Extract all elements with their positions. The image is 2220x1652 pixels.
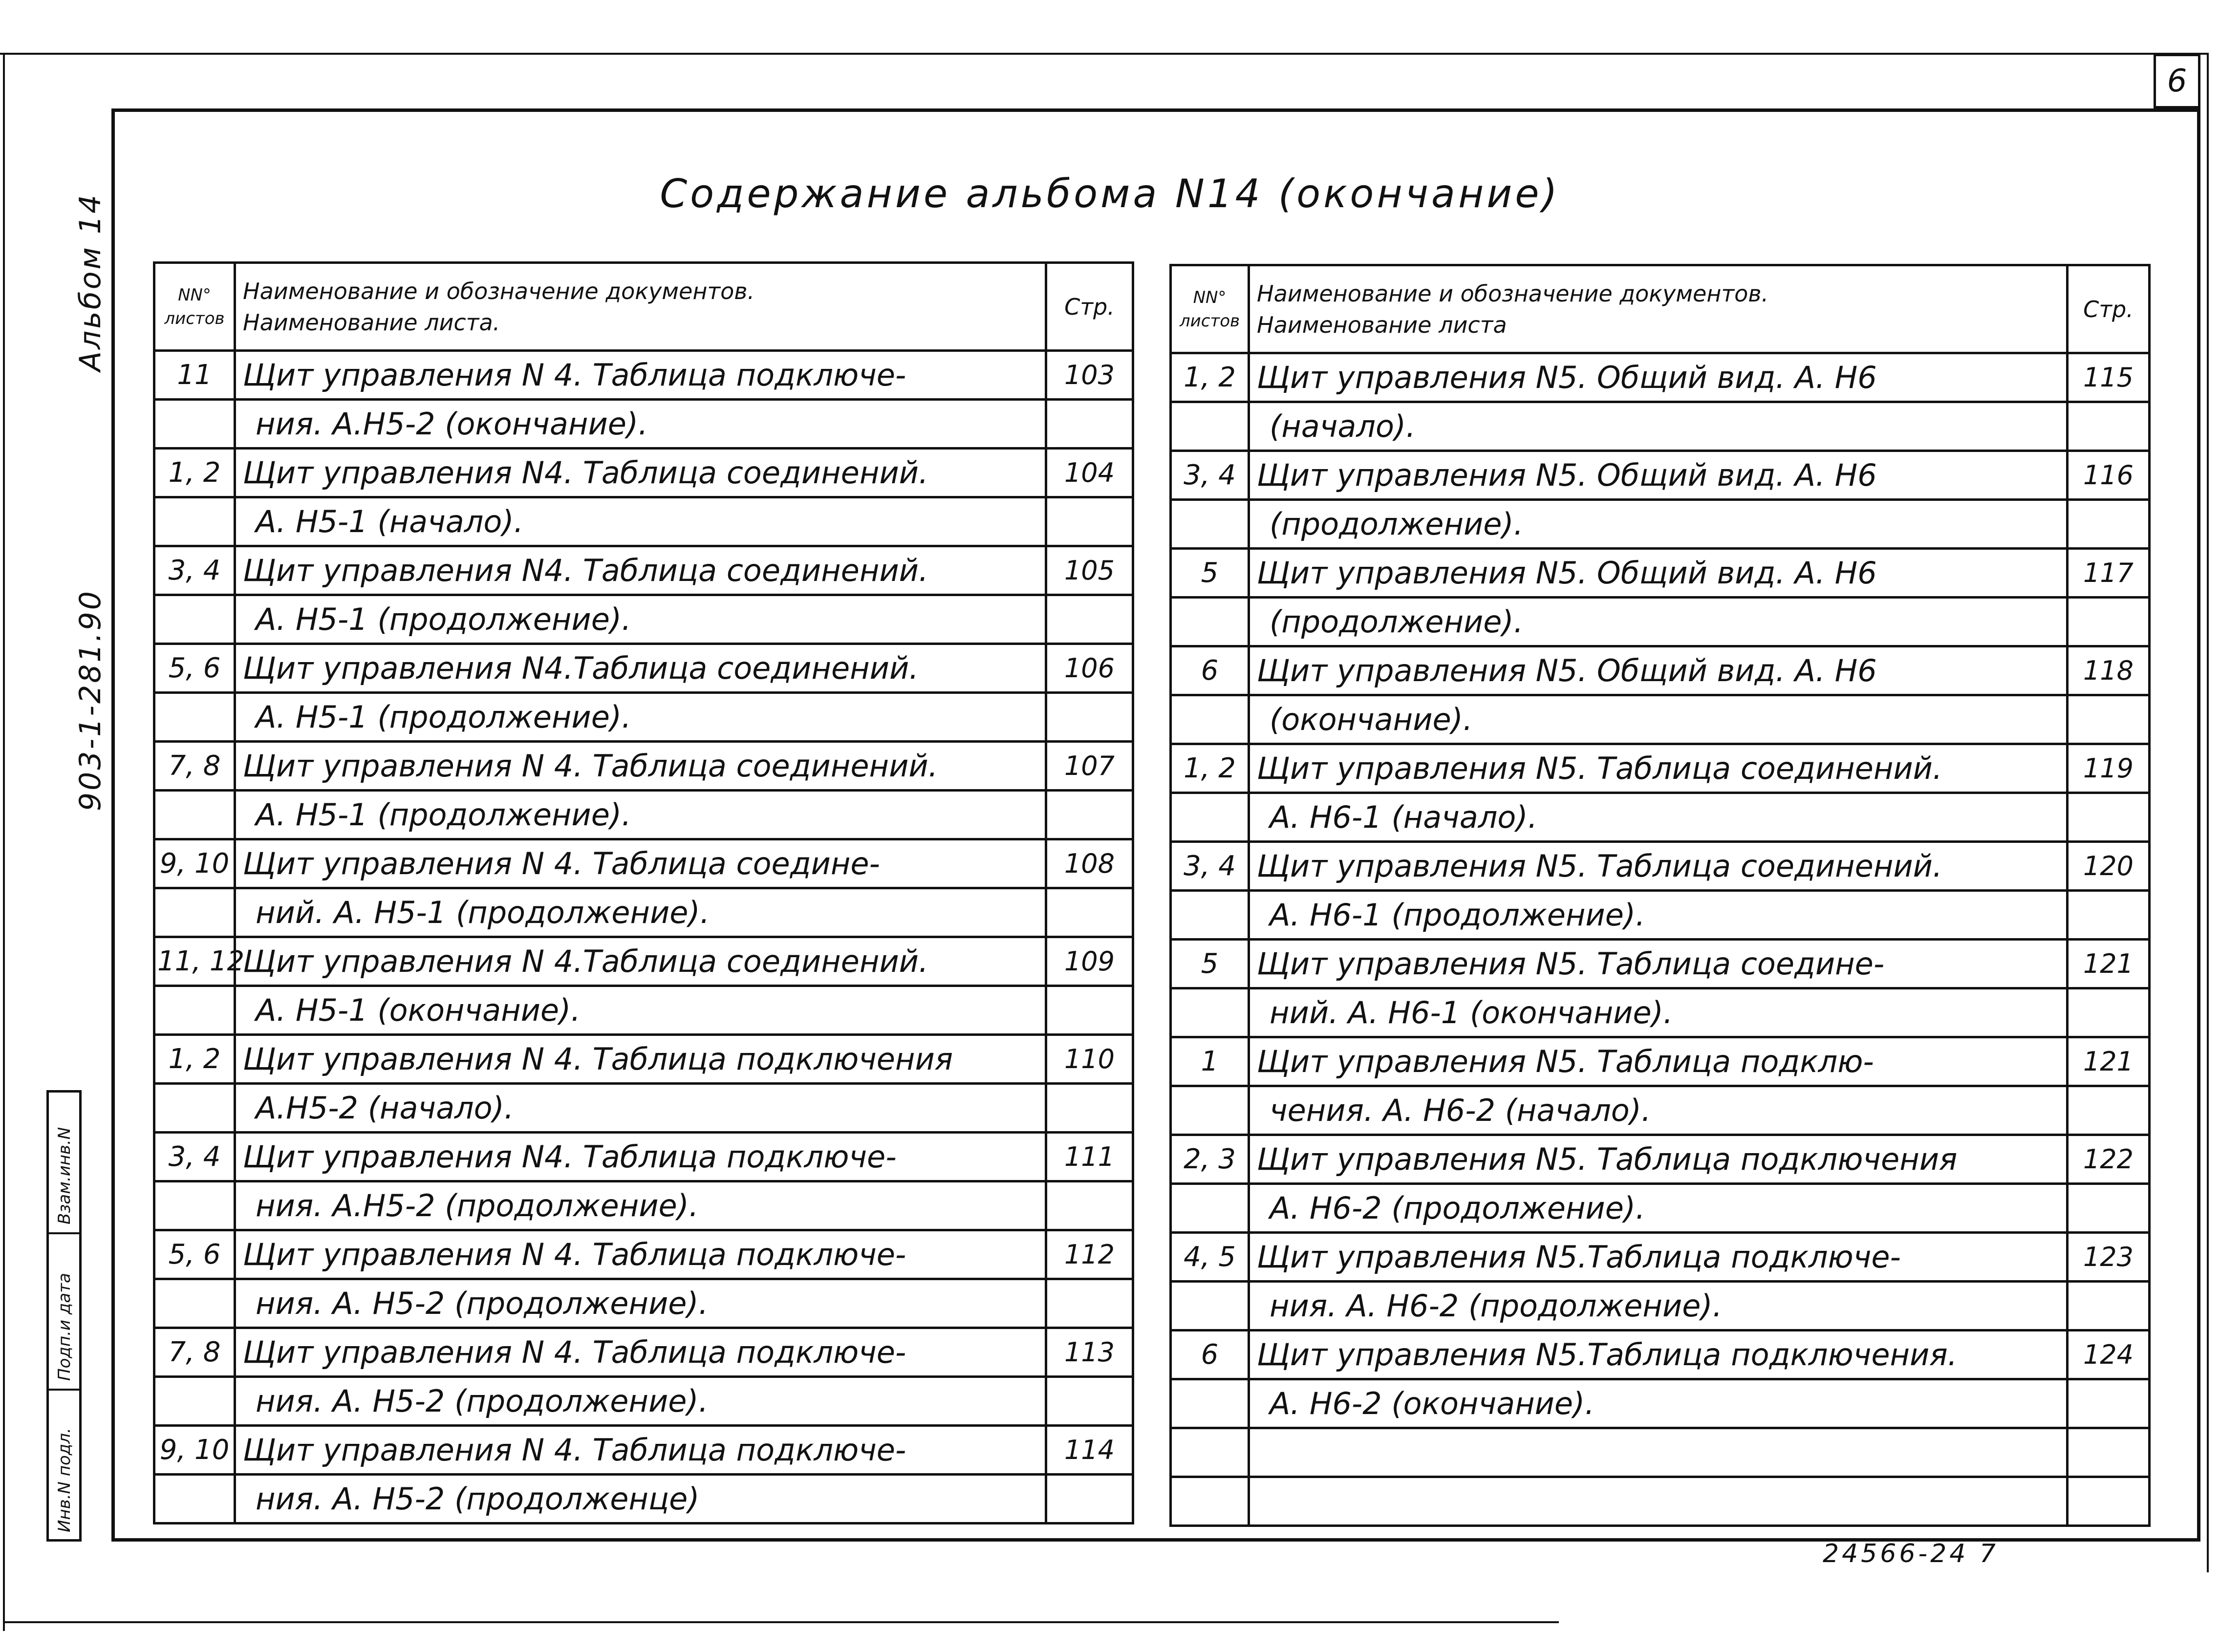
sheet-title-line1: Щит управления N 4. Таблица соедине- bbox=[235, 839, 1046, 888]
page-number-cell: 111 bbox=[1046, 1133, 1133, 1181]
page-number-cell: 112 bbox=[1046, 1230, 1133, 1279]
empty-cell bbox=[1171, 1086, 1249, 1135]
sheet-title-line1: Щит управления N5. Таблица соединений. bbox=[1249, 744, 2068, 793]
empty-cell bbox=[154, 791, 235, 839]
sheet-title-line2: А. Н5-1 (продолжение). bbox=[235, 693, 1046, 742]
empty-cell bbox=[2068, 500, 2150, 549]
col-header-sheets: NN° листов bbox=[1171, 265, 1249, 353]
project-code: 903-1-281.90 bbox=[73, 589, 108, 811]
table-row-continuation bbox=[1171, 1379, 2150, 1428]
sheet-title-line1: Щит управления N 4. Таблица соединений. bbox=[235, 742, 1046, 791]
sheet-numbers-cell: 9, 10 bbox=[154, 1426, 235, 1475]
col-header-name-line1: Наименование и обозначение документов. bbox=[1257, 280, 1769, 307]
empty-cell bbox=[1171, 1282, 1249, 1330]
page-number-cell: 104 bbox=[1046, 449, 1133, 497]
page-number-cell: 116 bbox=[2068, 451, 2150, 500]
sheet-right-line bbox=[2207, 53, 2209, 1572]
sheet-title-line1: Щит управления N4. Таблица соединений. bbox=[235, 546, 1046, 595]
empty-cell bbox=[1171, 500, 1249, 549]
table-row-continuation bbox=[1171, 1282, 2150, 1330]
sheet-title-line2: ния. А. Н5-2 (продолжение). bbox=[235, 1279, 1046, 1328]
sheet-title-line2: ний. А. Н5-1 (продолжение). bbox=[235, 888, 1046, 937]
table-row bbox=[1171, 1037, 2150, 1086]
sheet-title-line1: Щит управления N 4. Таблица подключе- bbox=[235, 1328, 1046, 1377]
sheet-title-line1: Щит управления N5. Общий вид. А. Н6 bbox=[1249, 353, 2068, 402]
table-row-continuation bbox=[1171, 402, 2150, 451]
table-row-continuation bbox=[154, 497, 1133, 546]
table-row bbox=[154, 1426, 1133, 1475]
empty-cell bbox=[154, 1475, 235, 1523]
sheet-title-line2: ния. А.Н5-2 (продолжение). bbox=[235, 1181, 1046, 1230]
empty-cell bbox=[1046, 1279, 1133, 1328]
table-row-continuation bbox=[1171, 1477, 2150, 1526]
empty-cell bbox=[1046, 497, 1133, 546]
table-row bbox=[1171, 1428, 2150, 1477]
table-row-continuation bbox=[154, 1475, 1133, 1523]
sheet-numbers-cell: 7, 8 bbox=[154, 742, 235, 791]
sheet-title-line1: Щит управления N4. Таблица подключе- bbox=[235, 1133, 1046, 1181]
sheet-title-line1: Щит управления N4.Таблица соединений. bbox=[235, 644, 1046, 693]
page-number-cell bbox=[2068, 1428, 2150, 1477]
page-number: 6 bbox=[2154, 54, 2200, 108]
sheet-title-line1: Щит управления N 4. Таблица подключе- bbox=[235, 1230, 1046, 1279]
page-number-cell: 120 bbox=[2068, 842, 2150, 891]
sheet-title-line2: А.Н5-2 (начало). bbox=[235, 1084, 1046, 1133]
table-row bbox=[1171, 744, 2150, 793]
page-number-cell: 114 bbox=[1046, 1426, 1133, 1475]
table-row bbox=[1171, 451, 2150, 500]
empty-cell bbox=[1171, 1379, 1249, 1428]
empty-cell bbox=[2068, 695, 2150, 744]
sheet-numbers-cell: 1, 2 bbox=[154, 1035, 235, 1084]
empty-cell bbox=[154, 1279, 235, 1328]
sheet-title-line1: Щит управления N5. Таблица соединений. bbox=[1249, 842, 2068, 891]
table-row bbox=[154, 644, 1133, 693]
page-number-cell: 124 bbox=[2068, 1330, 2150, 1379]
empty-cell bbox=[2068, 988, 2150, 1037]
sheet-numbers-cell: 5, 6 bbox=[154, 644, 235, 693]
empty-cell bbox=[1046, 791, 1133, 839]
col-header-name bbox=[235, 263, 1046, 351]
empty-cell bbox=[154, 1084, 235, 1133]
table-row bbox=[154, 1035, 1133, 1084]
sheet-numbers-cell: 9, 10 bbox=[154, 839, 235, 888]
sheet-left-line bbox=[3, 53, 5, 1631]
empty-cell bbox=[1046, 888, 1133, 937]
empty-cell bbox=[1171, 402, 1249, 451]
sheet-top-line bbox=[0, 53, 2209, 55]
sheet-numbers-cell: 11 bbox=[154, 351, 235, 400]
sheet-title-line2: ния. А.Н5-2 (окончание). bbox=[235, 400, 1046, 449]
empty-cell bbox=[1171, 988, 1249, 1037]
table-row-continuation bbox=[154, 1279, 1133, 1328]
table-row bbox=[154, 449, 1133, 497]
empty-cell bbox=[1046, 595, 1133, 644]
sheet-numbers-cell: 3, 4 bbox=[154, 546, 235, 595]
page-number-cell: 106 bbox=[1046, 644, 1133, 693]
sheet-numbers-cell: 3, 4 bbox=[154, 1133, 235, 1181]
table-row bbox=[1171, 1135, 2150, 1184]
sheet-title-line1: Щит управления N 4. Таблица подключе- bbox=[235, 351, 1046, 400]
empty-cell bbox=[2068, 598, 2150, 646]
empty-cell bbox=[2068, 1184, 2150, 1233]
empty-cell bbox=[1046, 400, 1133, 449]
page-number-cell: 115 bbox=[2068, 353, 2150, 402]
sheet-title-line2: ния. А. Н5-2 (продолженце) bbox=[235, 1475, 1046, 1523]
sheet-title-line1: Щит управления N5.Таблица подключения. bbox=[1249, 1330, 2068, 1379]
sheet-title-line1: Щит управления N5. Общий вид. А. Н6 bbox=[1249, 549, 2068, 598]
stamp-text-signature: Подп.и дата bbox=[55, 1273, 74, 1381]
table-row-continuation bbox=[154, 595, 1133, 644]
table-row bbox=[154, 1230, 1133, 1279]
sheet-numbers-cell: 11, 12 bbox=[154, 937, 235, 986]
sheet-title-line2: (окончание). bbox=[1249, 695, 2068, 744]
table-row-continuation bbox=[154, 693, 1133, 742]
table-row bbox=[1171, 1233, 2150, 1282]
sheet-numbers-cell: 3, 4 bbox=[1171, 451, 1249, 500]
empty-cell bbox=[154, 986, 235, 1035]
sheet-title-line2: чения. А. Н6-2 (начало). bbox=[1249, 1086, 2068, 1135]
page-number-cell: 109 bbox=[1046, 937, 1133, 986]
page-number-cell: 119 bbox=[2068, 744, 2150, 793]
table-row bbox=[1171, 646, 2150, 695]
sheet-title-line2: А. Н6-2 (окончание). bbox=[1249, 1379, 2068, 1428]
empty-cell bbox=[1171, 1184, 1249, 1233]
table-row-continuation bbox=[1171, 891, 2150, 940]
empty-cell bbox=[154, 595, 235, 644]
sheet-title-line2: А. Н6-1 (продолжение). bbox=[1249, 891, 2068, 940]
table-row-continuation bbox=[1171, 598, 2150, 646]
empty-cell bbox=[1046, 1475, 1133, 1523]
page-number-cell: 123 bbox=[2068, 1233, 2150, 1282]
document-title: Содержание альбома N14 (окончание) bbox=[660, 171, 1560, 216]
empty-cell bbox=[154, 1377, 235, 1426]
empty-cell bbox=[1171, 1477, 1249, 1526]
sheet-numbers-cell: 6 bbox=[1171, 1330, 1249, 1379]
sheet-title-line1: Щит управления N5. Общий вид. А. Н6 bbox=[1249, 646, 2068, 695]
table-row-continuation bbox=[154, 1377, 1133, 1426]
table-row-continuation bbox=[1171, 695, 2150, 744]
page-number-cell: 118 bbox=[2068, 646, 2150, 695]
table-row bbox=[154, 937, 1133, 986]
empty-cell bbox=[2068, 402, 2150, 451]
col-header-name-line1: Наименование и обозначение документов. bbox=[243, 278, 755, 304]
page-number-cell: 121 bbox=[2068, 940, 2150, 988]
sheet-title-line1: Щит управления N5. Общий вид. А. Н6 bbox=[1249, 451, 2068, 500]
sheet-numbers-cell: 7, 8 bbox=[154, 1328, 235, 1377]
table-row bbox=[1171, 940, 2150, 988]
sheet-title-line2: А. Н6-1 (начало). bbox=[1249, 793, 2068, 842]
sheet-title-line2: А. Н5-1 (начало). bbox=[235, 497, 1046, 546]
table-row-continuation bbox=[1171, 988, 2150, 1037]
page-number-cell: 121 bbox=[2068, 1037, 2150, 1086]
table-row-continuation bbox=[154, 888, 1133, 937]
sheet-numbers-cell: 4, 5 bbox=[1171, 1233, 1249, 1282]
table-row bbox=[1171, 353, 2150, 402]
empty-cell bbox=[2068, 891, 2150, 940]
sheet-title-line1 bbox=[1249, 1428, 2068, 1477]
sheet-title-line2: А. Н5-1 (продолжение). bbox=[235, 595, 1046, 644]
col-header-page: Стр. bbox=[2068, 265, 2150, 353]
empty-cell bbox=[1171, 695, 1249, 744]
sheet-numbers-cell bbox=[1171, 1428, 1249, 1477]
sheet-title-line1: Щит управления N5. Таблица подклю- bbox=[1249, 1037, 2068, 1086]
col-header-page: Стр. bbox=[1046, 263, 1133, 351]
empty-cell bbox=[1171, 793, 1249, 842]
empty-cell bbox=[1046, 986, 1133, 1035]
sheet-title-line2: (продолжение). bbox=[1249, 500, 2068, 549]
page-number-cell: 107 bbox=[1046, 742, 1133, 791]
page-number-cell: 108 bbox=[1046, 839, 1133, 888]
sheet-title-line2: (продолжение). bbox=[1249, 598, 2068, 646]
table-row bbox=[1171, 549, 2150, 598]
empty-cell bbox=[1171, 598, 1249, 646]
contents-table-right bbox=[1169, 264, 2151, 1527]
page-number-cell: 117 bbox=[2068, 549, 2150, 598]
sheet-title-line2: ния. А. Н6-2 (продолжение). bbox=[1249, 1282, 2068, 1330]
empty-cell bbox=[154, 888, 235, 937]
album-label: Альбом 14 bbox=[73, 193, 108, 371]
empty-cell bbox=[154, 1181, 235, 1230]
page-number-cell: 105 bbox=[1046, 546, 1133, 595]
page-number-cell: 113 bbox=[1046, 1328, 1133, 1377]
table-row-continuation bbox=[1171, 1184, 2150, 1233]
sheet-numbers-cell: 2, 3 bbox=[1171, 1135, 1249, 1184]
sheet-title-line2: (начало). bbox=[1249, 402, 2068, 451]
sheet-numbers-cell: 1 bbox=[1171, 1037, 1249, 1086]
sheet-title-line2: А. Н6-2 (продолжение). bbox=[1249, 1184, 2068, 1233]
col-header-sheets: NN° листов bbox=[154, 263, 235, 351]
table-row bbox=[1171, 842, 2150, 891]
sheet-title-line1: Щит управления N 4.Таблица соединений. bbox=[235, 937, 1046, 986]
col-header-name-line2: Наименование листа bbox=[1257, 311, 1507, 338]
table-row-continuation bbox=[154, 791, 1133, 839]
sheet-numbers-cell: 5 bbox=[1171, 549, 1249, 598]
col-header-name-line2: Наименование листа. bbox=[243, 309, 500, 336]
page-number-cell: 103 bbox=[1046, 351, 1133, 400]
table-row bbox=[1171, 1330, 2150, 1379]
sheet-title-line2: А. Н5-1 (окончание). bbox=[235, 986, 1046, 1035]
sheet-title-line2: ния. А. Н5-2 (продолжение). bbox=[235, 1377, 1046, 1426]
empty-cell bbox=[2068, 1086, 2150, 1135]
table-row-continuation bbox=[1171, 1086, 2150, 1135]
empty-cell bbox=[1046, 693, 1133, 742]
table-row-continuation bbox=[154, 1084, 1133, 1133]
sheet-title-line2 bbox=[1249, 1477, 2068, 1526]
sheet-title-line1: Щит управления N5. Таблица соедине- bbox=[1249, 940, 2068, 988]
sheet-title-line1: Щит управления N5.Таблица подключе- bbox=[1249, 1233, 2068, 1282]
empty-cell bbox=[154, 497, 235, 546]
sheet-title-line1: Щит управления N5. Таблица подключения bbox=[1249, 1135, 2068, 1184]
empty-cell bbox=[2068, 1282, 2150, 1330]
sheet-numbers-cell: 1, 2 bbox=[154, 449, 235, 497]
table-row bbox=[154, 1133, 1133, 1181]
empty-cell bbox=[154, 400, 235, 449]
sheet-numbers-cell: 5 bbox=[1171, 940, 1249, 988]
col-header-name bbox=[1249, 265, 2068, 353]
sheet-numbers-cell: 5, 6 bbox=[154, 1230, 235, 1279]
table-row-continuation bbox=[154, 400, 1133, 449]
archive-number: 24566-24 7 bbox=[1823, 1539, 1999, 1568]
table-row-continuation bbox=[154, 1181, 1133, 1230]
table-row bbox=[154, 546, 1133, 595]
sheet-title-line1: Щит управления N4. Таблица соединений. bbox=[235, 449, 1046, 497]
empty-cell bbox=[2068, 1477, 2150, 1526]
empty-cell bbox=[1171, 891, 1249, 940]
sheet-numbers-cell: 1, 2 bbox=[1171, 744, 1249, 793]
table-row bbox=[154, 1328, 1133, 1377]
sheet-numbers-cell: 1, 2 bbox=[1171, 353, 1249, 402]
sheet-title-line1: Щит управления N 4. Таблица подключения bbox=[235, 1035, 1046, 1084]
stamp-text-inventory: Инв.N подл. bbox=[55, 1428, 74, 1532]
sheet-numbers-cell: 3, 4 bbox=[1171, 842, 1249, 891]
empty-cell bbox=[2068, 1379, 2150, 1428]
sheet-bottom-line bbox=[5, 1621, 1559, 1623]
contents-table-left bbox=[153, 261, 1134, 1524]
table-row bbox=[154, 742, 1133, 791]
sheet-title-line2: А. Н5-1 (продолжение). bbox=[235, 791, 1046, 839]
page-number-cell: 110 bbox=[1046, 1035, 1133, 1084]
table-row bbox=[154, 351, 1133, 400]
empty-cell bbox=[1046, 1181, 1133, 1230]
sheet-title-line1: Щит управления N 4. Таблица подключе- bbox=[235, 1426, 1046, 1475]
approval-stamp bbox=[46, 1090, 82, 1542]
table-row bbox=[154, 839, 1133, 888]
stamp-text-replaced: Взам.инв.N bbox=[55, 1127, 74, 1224]
empty-cell bbox=[154, 693, 235, 742]
page-number-cell: 122 bbox=[2068, 1135, 2150, 1184]
sheet-numbers-cell: 6 bbox=[1171, 646, 1249, 695]
table-row-continuation bbox=[1171, 500, 2150, 549]
empty-cell bbox=[1046, 1084, 1133, 1133]
table-row-continuation bbox=[154, 986, 1133, 1035]
empty-cell bbox=[1046, 1377, 1133, 1426]
table-row-continuation bbox=[1171, 793, 2150, 842]
empty-cell bbox=[2068, 793, 2150, 842]
sheet-title-line2: ний. А. Н6-1 (окончание). bbox=[1249, 988, 2068, 1037]
